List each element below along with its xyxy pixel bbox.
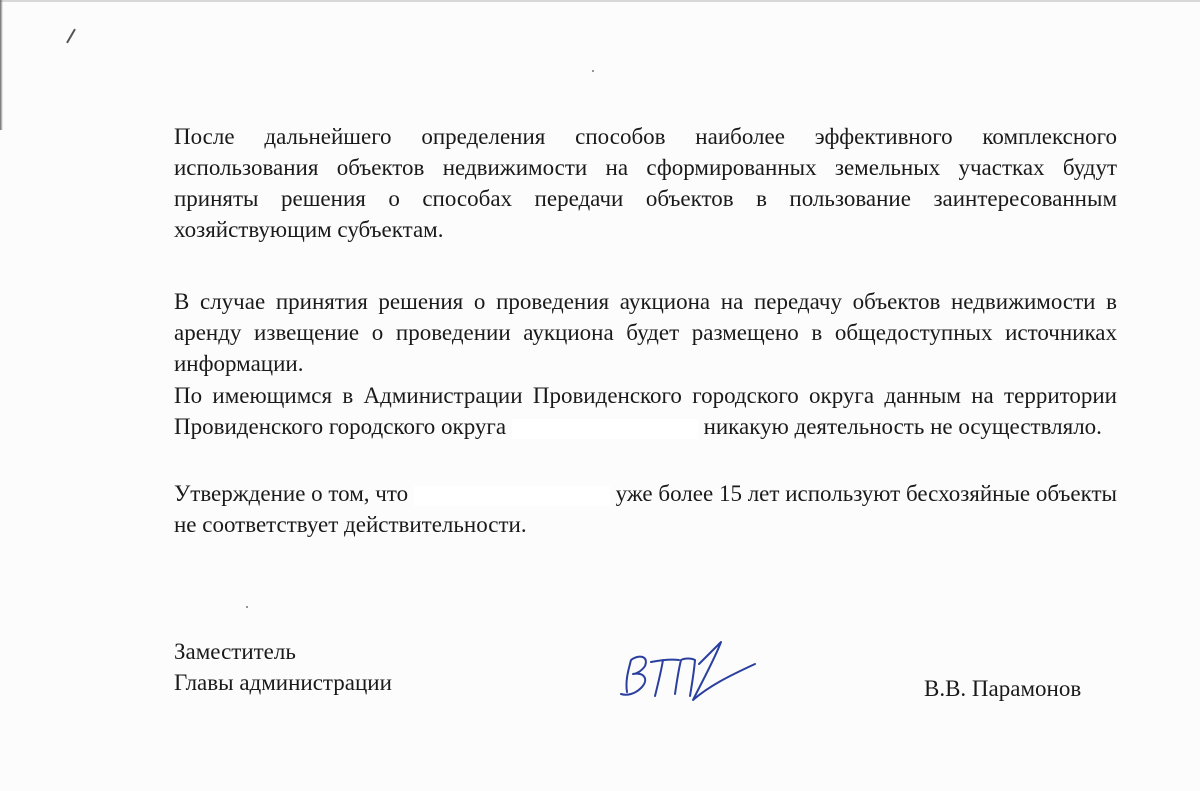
paragraph-3-after: никакую деятельность не осуществляло. <box>703 414 1102 439</box>
signatory-name: В.В. Парамонов <box>924 676 1082 701</box>
paragraph-4-text <box>174 478 1117 540</box>
paragraph-3-text <box>174 380 1117 442</box>
paragraph-4-after: уже более 15 лет используют бесхозяйные объекты не соответствует действительности. <box>174 481 1118 537</box>
redacted-area <box>512 419 698 439</box>
paragraph-3 <box>174 380 1117 442</box>
signatory-title <box>174 636 392 698</box>
signatory-title-line-2: Главы администрации <box>174 670 392 695</box>
signatory-title-line-1: Заместитель <box>174 639 296 664</box>
handwritten-signature <box>605 630 765 720</box>
paragraph-2 <box>174 286 1117 379</box>
paragraph-1-text: После дальнейшего определения способов наиболее эффективного комплексного использования объектов недвижимости на сформированных земельных участках будут приняты решения о способах передачи объектов в пользование заинтересованным хозяйствующим субъектам. <box>174 124 1117 242</box>
paragraph-4 <box>174 478 1117 540</box>
paragraph-4-before: Утверждение о том, что <box>174 481 409 506</box>
redacted-area <box>414 486 610 506</box>
paragraph-3-before: По имеющимся в Администрации Провиденского городского округа данным на территории Провиденского городского округа <box>174 383 1117 439</box>
scan-corner-mark <box>66 29 76 44</box>
scan-edge-top <box>0 0 1200 2</box>
paragraph-2-text: В случае принятия решения о проведения аукциона на передачу объектов недвижимости в аренду извещение о проведении аукциона будет размещено в общедоступных источниках информации. <box>174 289 1117 376</box>
scan-edge-left <box>0 0 3 130</box>
scan-speck <box>592 70 594 72</box>
scan-speck <box>246 606 248 608</box>
paragraph-1 <box>174 121 1117 245</box>
